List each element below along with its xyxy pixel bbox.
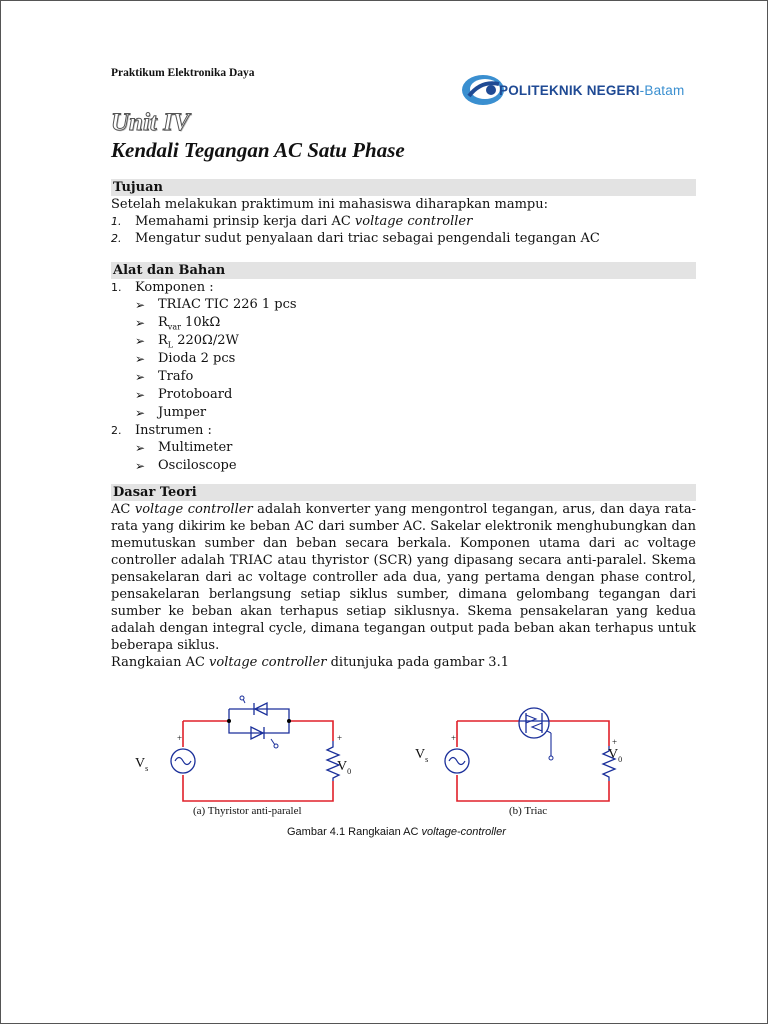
figure-label-b: (b) Triac bbox=[509, 805, 548, 817]
component-item bbox=[111, 386, 696, 404]
arrow-bullet-icon: ➢ bbox=[135, 459, 146, 473]
scr-top-icon bbox=[240, 696, 267, 715]
vo-sub: 0 bbox=[618, 754, 623, 764]
arrow-bullet-icon: ➢ bbox=[135, 352, 146, 366]
spacer bbox=[111, 247, 696, 262]
vs-sub: s bbox=[425, 754, 429, 764]
instrument-item bbox=[111, 439, 696, 457]
arrow-bullet-icon: ➢ bbox=[135, 406, 146, 420]
paragraph-text: AC bbox=[111, 502, 135, 517]
logo-text bbox=[499, 83, 684, 98]
polarity-plus: + bbox=[177, 733, 183, 743]
circuit-a-thyristor bbox=[171, 696, 339, 801]
tujuan-intro: Setelah melakukan praktimum ini mahasiswa diharapkan mampu: bbox=[111, 197, 548, 212]
list-number: 1. bbox=[111, 215, 122, 228]
paragraph-text: adalah konverter yang mengontrol tegangan, arus, dan daya rata-rata yang dikirim ke beban AC dari sumber AC. Sakelar elektronik menghubungkan dan memutuskan sumber dan beban secara berkala. Komponen utama dari ac voltage controller adalah TRIAC atau thyristor (SCR) yang dipasang secara anti-paralel. Skema pensakelaran dari ac voltage controller ada dua, yang pertama dengan phase control, pensakelaran berlangsung setiap siklus sumber, dimana gelombang tegangan dari sumber ke beban akan terhapus setiap siklusnya. Skema pensakelaran yang kedua adalah dengan integral cycle, dimana tegangan output pada beban akan terhapus untuk beberapa siklus. bbox=[111, 502, 697, 653]
component-item bbox=[111, 404, 696, 422]
component-text: TRIAC TIC 226 1 pcs bbox=[158, 297, 297, 312]
caption-italic: voltage-controller bbox=[421, 826, 506, 838]
vs-main: V bbox=[135, 756, 146, 771]
instrument-text: Osciloscope bbox=[158, 458, 237, 473]
ac-source-icon bbox=[445, 749, 469, 773]
polarity-plus: + bbox=[337, 733, 343, 743]
component-text bbox=[158, 332, 239, 350]
vo-sub: 0 bbox=[347, 766, 352, 776]
list-text-plain: Memahami prinsip kerja dari AC bbox=[135, 214, 355, 229]
vo-label bbox=[337, 759, 351, 776]
component-value: 220Ω/2W bbox=[173, 333, 239, 348]
paragraph-text: Rangkaian AC bbox=[111, 655, 210, 670]
component-symbol: R bbox=[158, 315, 168, 330]
list-number: 1. bbox=[111, 281, 122, 294]
ac-source-icon bbox=[171, 749, 195, 773]
paragraph-italic: voltage controller bbox=[209, 655, 327, 670]
arrow-bullet-icon: ➢ bbox=[135, 370, 146, 384]
politeknik-logo bbox=[461, 73, 693, 107]
circuit-b-triac bbox=[445, 708, 618, 801]
component-item bbox=[111, 314, 696, 332]
component-symbol: R bbox=[158, 333, 168, 348]
unit-title: Unit IV bbox=[111, 109, 190, 136]
component-item bbox=[111, 296, 696, 314]
polarity-plus: + bbox=[612, 737, 618, 747]
scr-bottom-icon bbox=[251, 727, 278, 748]
vs-label bbox=[135, 756, 148, 773]
list-item bbox=[111, 422, 696, 439]
component-subscript: var bbox=[167, 322, 181, 332]
theory-paragraph bbox=[111, 501, 696, 654]
arrow-bullet-icon: ➢ bbox=[135, 298, 146, 312]
component-text: Jumper bbox=[158, 405, 207, 420]
content-body bbox=[111, 179, 696, 671]
circuit-figure bbox=[111, 691, 701, 851]
section-heading-tujuan: Tujuan bbox=[111, 179, 696, 196]
component-item bbox=[111, 332, 696, 350]
arrow-bullet-icon: ➢ bbox=[135, 441, 146, 455]
list-text bbox=[135, 213, 472, 230]
vo-main: V bbox=[337, 759, 348, 774]
component-value: 10kΩ bbox=[180, 315, 221, 330]
group-label: Instrumen : bbox=[135, 423, 212, 438]
logo-text-city: Batam bbox=[644, 82, 685, 98]
logo-text-main: POLITEKNIK NEGERI bbox=[499, 82, 640, 98]
component-text: Trafo bbox=[158, 369, 194, 384]
component-item bbox=[111, 350, 696, 368]
instrument-item bbox=[111, 457, 696, 475]
running-header: Praktikum Elektronika Daya bbox=[111, 67, 255, 79]
triac-icon bbox=[519, 708, 553, 760]
arrow-bullet-icon: ➢ bbox=[135, 388, 146, 402]
component-subscript: L bbox=[167, 340, 174, 350]
vs-label bbox=[415, 747, 428, 764]
component-text: Dioda 2 pcs bbox=[158, 351, 236, 366]
vs-main: V bbox=[415, 747, 426, 762]
vs-sub: s bbox=[145, 763, 149, 773]
polarity-plus: + bbox=[451, 733, 457, 743]
section-heading-dasar-teori: Dasar Teori bbox=[111, 484, 696, 501]
arrow-bullet-icon: ➢ bbox=[135, 316, 146, 330]
instrument-text: Multimeter bbox=[158, 440, 233, 455]
figure-caption bbox=[287, 826, 506, 838]
component-text: Protoboard bbox=[158, 387, 233, 402]
component-item bbox=[111, 368, 696, 386]
paragraph-text: ditunjuka pada gambar 3.1 bbox=[326, 655, 509, 670]
list-item bbox=[111, 213, 696, 230]
vo-label bbox=[608, 747, 622, 764]
component-text bbox=[158, 314, 220, 332]
caption-text: Gambar 4.1 Rangkaian AC bbox=[287, 826, 422, 838]
thyristor-pair-wires bbox=[229, 709, 289, 733]
logo-dash: - bbox=[639, 82, 645, 98]
vo-main: V bbox=[608, 747, 619, 762]
main-title: Kendali Tegangan AC Satu Phase bbox=[111, 138, 405, 162]
paragraph-italic: voltage controller bbox=[134, 502, 253, 517]
figure-reference bbox=[111, 654, 696, 671]
list-item bbox=[111, 230, 696, 247]
list-text: Mengatur sudut penyalaan dari triac sebagai pengendali tegangan AC bbox=[135, 231, 600, 246]
section-heading-alat: Alat dan Bahan bbox=[111, 262, 696, 279]
list-item bbox=[111, 279, 696, 296]
figure-label-a: (a) Thyristor anti-paralel bbox=[193, 805, 302, 817]
list-number: 2. bbox=[111, 232, 122, 245]
arrow-bullet-icon: ➢ bbox=[135, 334, 146, 348]
group-label: Komponen : bbox=[135, 280, 214, 295]
spacer bbox=[111, 475, 696, 484]
list-text-italic: voltage controller bbox=[354, 214, 473, 229]
list-number: 2. bbox=[111, 424, 122, 437]
